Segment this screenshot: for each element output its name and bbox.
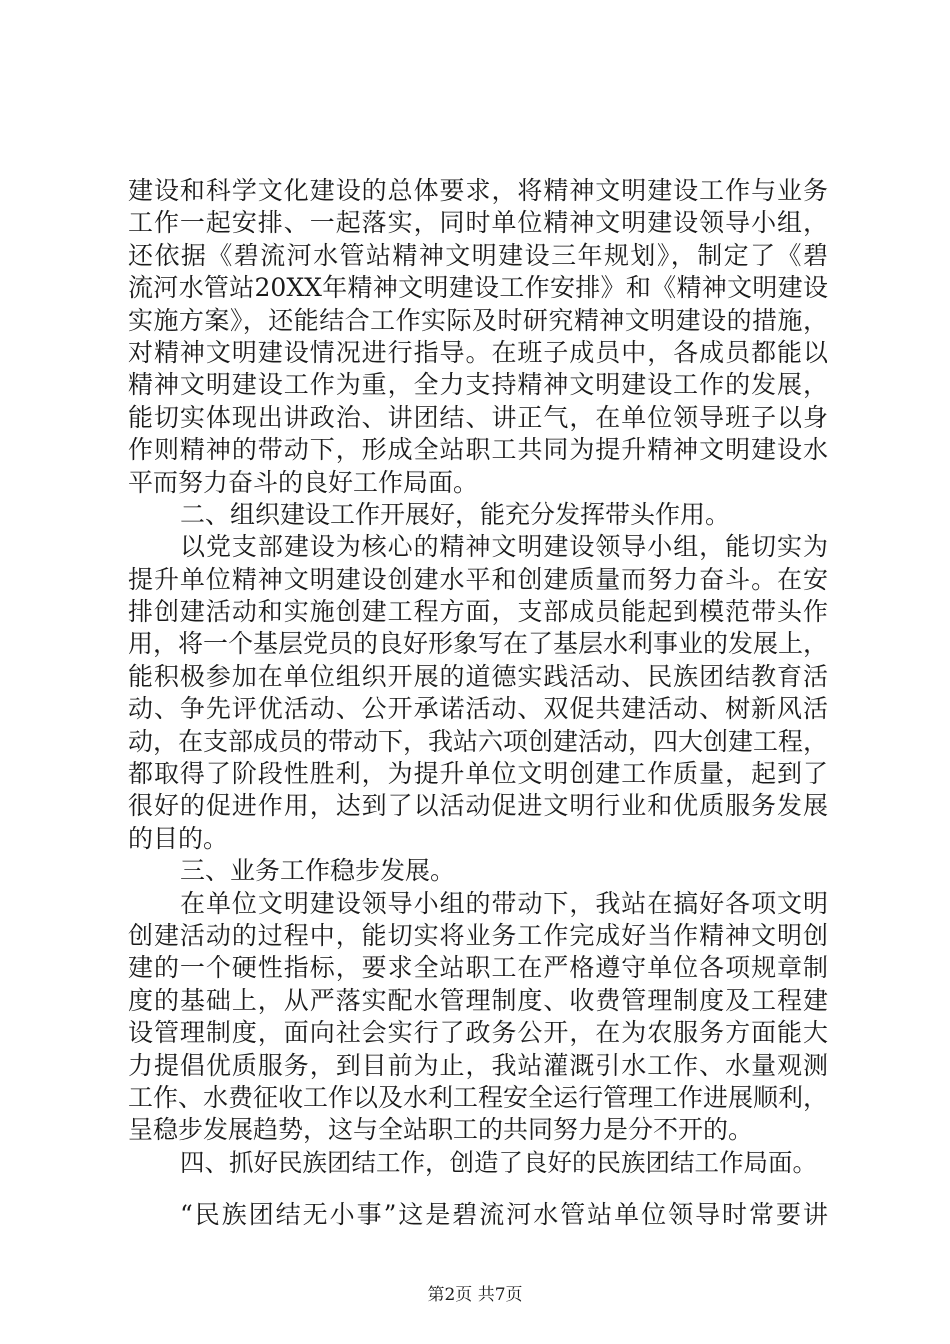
text-line: 都取得了阶段性胜利，为提升单位文明创建工作质量，起到了 xyxy=(128,759,828,789)
page-number: 第2页 共7页 xyxy=(427,1285,523,1305)
text-line: 用，将一个基层党员的良好形象写在了基层水利事业的发展上， xyxy=(128,629,829,659)
text-line: 在单位文明建设领导小组的带动下，我站在搞好各项文明 xyxy=(180,888,828,918)
section-heading: 四、抓好民族团结工作，创造了良好的民族团结工作局面。 xyxy=(180,1147,817,1177)
text-line: 的目的。 xyxy=(128,823,229,853)
text-line: 作则精神的带动下，形成全站职工共同为提升精神文明建设水 xyxy=(128,435,828,465)
text-line: “民族团结无小事”这是碧流河水管站单位领导时常要讲 xyxy=(180,1200,828,1230)
text-line: 对精神文明建设情况进行指导。在班子成员中，各成员都能以 xyxy=(128,337,828,367)
text-line: 力提倡优质服务，到目前为止，我站灌溉引水工作、水量观测 xyxy=(128,1050,828,1080)
text-line: 动，在支部成员的带动下，我站六项创建活动，四大创建工程， xyxy=(128,726,829,756)
text-line: 实施方案》，还能结合工作实际及时研究精神文明建设的措施， xyxy=(128,305,828,335)
text-line: 流河水管站20XX年精神文明建设工作安排》和《精神文明建设 xyxy=(128,273,828,303)
section-heading: 二、组织建设工作开展好，能充分发挥带头作用。 xyxy=(180,499,731,529)
text-line: 提升单位精神文明建设创建水平和创建质量而努力奋斗。在安 xyxy=(128,564,828,594)
text-line: 以党支部建设为核心的精神文明建设领导小组，能切实为 xyxy=(180,532,828,562)
text-line: 设管理制度，面向社会实行了政务公开，在为农服务方面能大 xyxy=(128,1018,828,1048)
text-line: 排创建活动和实施创建工程方面，支部成员能起到模范带头作 xyxy=(128,597,828,627)
text-line: 还依据《碧流河水管站精神文明建设三年规划》，制定了《碧 xyxy=(128,240,828,270)
text-line: 创建活动的过程中，能切实将业务工作完成好当作精神文明创 xyxy=(128,920,828,950)
text-line: 建设和科学文化建设的总体要求，将精神文明建设工作与业务 xyxy=(128,176,828,205)
text-line: 度的基础上，从严落实配水管理制度、收费管理制度及工程建 xyxy=(128,985,828,1015)
text-line: 很好的促进作用，达到了以活动促进文明行业和优质服务发展 xyxy=(128,791,828,821)
text-line: 能积极参加在单位组织开展的道德实践活动、民族团结教育活 xyxy=(128,661,828,691)
paragraph-gap xyxy=(128,1179,828,1199)
text-line: 建的一个硬性指标，要求全站职工在严格遵守单位各项规章制 xyxy=(128,953,828,983)
text-line: 工作、水费征收工作以及水利工程安全运行管理工作进展顺利， xyxy=(128,1082,829,1112)
text-line: 呈稳步发展趋势，这与全站职工的共同努力是分不开的。 xyxy=(128,1115,754,1145)
section-heading: 三、业务工作稳步发展。 xyxy=(180,856,456,886)
document-body xyxy=(128,175,828,1232)
text-line: 动、争先评优活动、公开承诺活动、双促共建活动、树新风活 xyxy=(128,694,828,724)
text-line: 能切实体现出讲政治、讲团结、讲正气，在单位领导班子以身 xyxy=(128,402,828,432)
text-line: 精神文明建设工作为重，全力支持精神文明建设工作的发展， xyxy=(128,370,828,400)
text-line: 平而努力奋斗的良好工作局面。 xyxy=(128,467,479,497)
text-line: 工作一起安排、一起落实，同时单位精神文明建设领导小组， xyxy=(128,208,828,238)
